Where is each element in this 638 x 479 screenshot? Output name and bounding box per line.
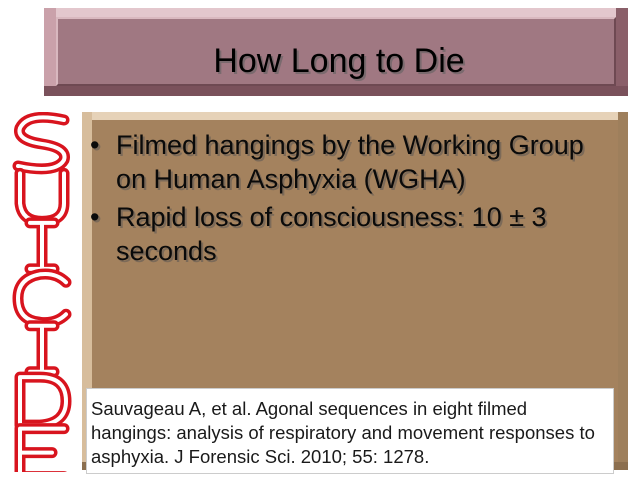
- side-letter-i: [30, 223, 54, 269]
- side-letter-c: [18, 274, 66, 323]
- citation-text: Sauvageau A, et al. Agonal sequences in eight filmed hangings: analysis of respiratory and movement responses to asphyxia. J Forensic Sci. 2010; 55: 1278.: [91, 398, 595, 467]
- slide-title: How Long to Die: [213, 42, 465, 80]
- citation-box: [86, 388, 614, 474]
- bullet-dot-icon: •: [90, 202, 100, 232]
- bullet-item: [86, 128, 606, 196]
- side-word-suicide: [8, 112, 78, 472]
- bullet-text: Filmed hangings by the Working Group on Human Asphyxia (WGHA): [116, 130, 584, 194]
- bullet-dot-icon: •: [90, 130, 100, 160]
- bullet-text: Rapid loss of consciousness: 10 ± 3 seconds: [116, 202, 547, 266]
- side-word-graphic: [8, 112, 78, 472]
- bullet-list: [86, 128, 606, 272]
- side-letter-u: [20, 173, 64, 221]
- side-letter-i: [30, 326, 54, 372]
- side-letter-d: [20, 377, 66, 425]
- side-letter-e: [20, 429, 64, 472]
- bullet-item: [86, 200, 606, 268]
- title-frame: [44, 8, 628, 96]
- side-letter-s: [18, 117, 65, 169]
